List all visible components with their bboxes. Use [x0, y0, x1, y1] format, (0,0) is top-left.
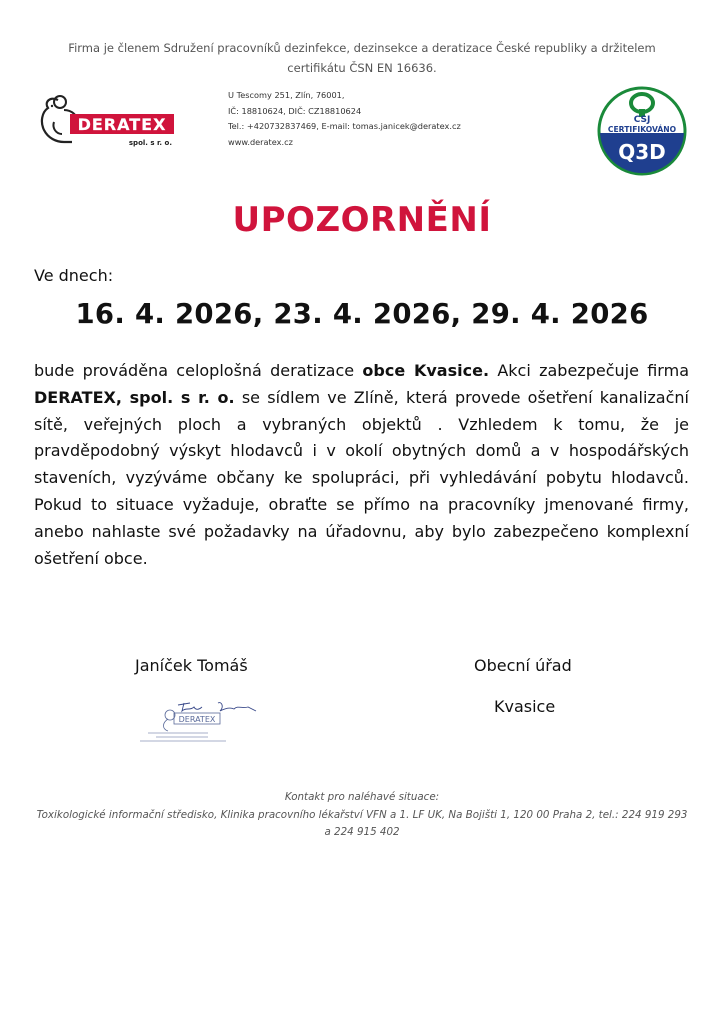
notice-title: UPOZORNĚNÍ: [232, 200, 492, 240]
office-place: Kvasice: [494, 697, 556, 716]
certificate-badge: [596, 85, 688, 177]
company-address: U Tescomy 251, Zlín, 76001,: [228, 90, 345, 100]
q3d-certificate-icon: [596, 85, 688, 177]
svg-text:spol. s r. o.: spol. s r. o.: [128, 139, 172, 147]
signature-stamp: [138, 697, 268, 749]
body-text-1: bude prováděna celoplošná deratizace: [34, 361, 363, 380]
emergency-contact: [20, 789, 704, 842]
company-ids: IČ: 18810624, DIČ: CZ18810624: [228, 105, 362, 116]
svg-text:CSJ: CSJ: [633, 115, 651, 125]
svg-text:Q3D: Q3D: [618, 140, 666, 164]
body-text-2: Akci zabezpečuje firma: [489, 361, 689, 380]
svg-text:DERATEX: DERATEX: [77, 115, 167, 134]
body-text-3: se sídlem ve Zlíně, která provede ošetření kanalizační sítě, veřejných ploch a vybraných objektů . Vzhledem k tomu, že je pravděpodobný výskyt hlodavců i v okolí obytných domů a v hospodářských staveních, vyzýváme občany ke spolupráci, při vyhledávání pobytu hlodavců. Pokud to situace vyžaduje, obraťte se přímo na pracovníky jmenované firmy, anebo nahlaste své požadavky na úřadovnu, aby bylo zabezpečeno komplexní ošetření obce.: [34, 387, 689, 568]
signatory-name: Janíček Tomáš: [135, 656, 248, 675]
svg-text:CERTIFIKOVÁNO: CERTIFIKOVÁNO: [607, 125, 677, 134]
emergency-contact-line-2: a 224 915 402: [324, 826, 400, 838]
company-phone-email: Tel.: +420732837469, E-mail: tomas.janicek@deratex.cz: [228, 121, 461, 131]
deratex-logo: [38, 92, 178, 150]
membership-line-2: certifikátu ČSN EN 16636.: [287, 61, 437, 75]
notice-body: [34, 358, 689, 572]
company-website: www.deratex.cz: [228, 136, 293, 147]
emergency-contact-line-1: Toxikologické informační středisko, Klinika pracovního lékařství VFN a 1. LF UK, Na Bojišti 1, 120 00 Praha 2, tel.: 224 919 293: [36, 808, 688, 821]
membership-statement: [30, 38, 694, 78]
signature-stamp-icon: [138, 697, 268, 749]
office-name: Obecní úřad: [474, 656, 572, 675]
rodent-logo-icon: [38, 92, 178, 150]
emergency-contact-heading: Kontakt pro naléhavé situace:: [284, 791, 440, 803]
body-bold-municipality: obce Kvasice.: [362, 361, 490, 380]
notice-intro: Ve dnech:: [34, 266, 114, 285]
membership-line-1: Firma je členem Sdružení pracovníků dezinfekce, dezinsekce a deratizace České republiky a držitelem: [68, 41, 656, 55]
body-bold-company: DERATEX, spol. s r. o.: [34, 387, 235, 407]
company-contact-block: [228, 88, 461, 150]
svg-text:DERATEX: DERATEX: [178, 715, 216, 724]
notice-dates: 16. 4. 2026, 23. 4. 2026, 29. 4. 2026: [75, 298, 649, 330]
